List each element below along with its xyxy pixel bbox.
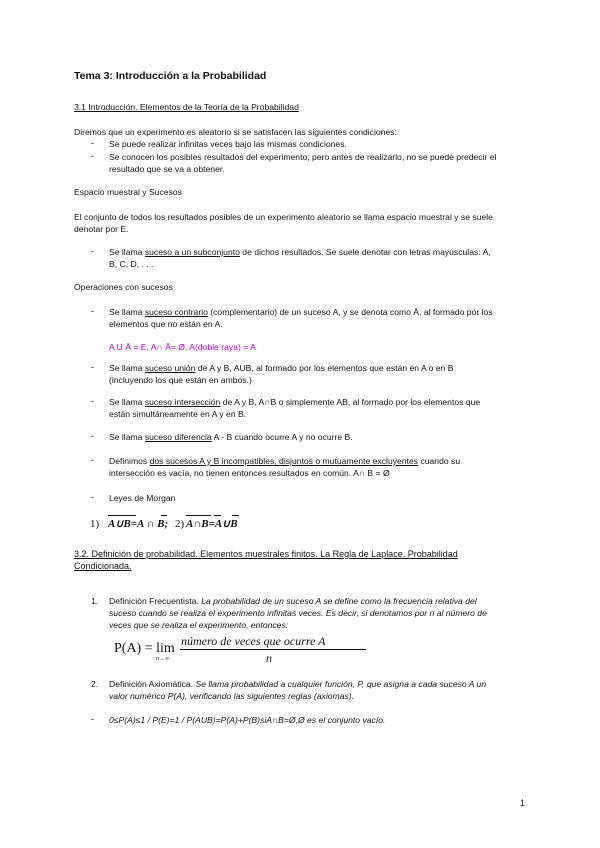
formula-lhs: P(A) = lim	[114, 641, 175, 656]
fraction-line	[180, 649, 366, 650]
item-suceso-interseccion-line2: están simultáneamente en A y en B.	[109, 409, 247, 419]
bullet-dash: -	[91, 362, 94, 372]
section-heading-3-2-line2: Condicionada.	[74, 561, 132, 571]
section-heading-3-2-line1: 3.2. Definición de probabilidad. Elementos muestrales finitos. La Regla de Laplace. Probabilidad	[74, 549, 458, 559]
formula-limit-subscript: n→∞	[156, 656, 170, 662]
page-title: Tema 3: Introducción a la Probabilidad	[74, 70, 267, 82]
section-heading-3-1: 3.1 Introducción. Elementos de la Teoría de la Probabilidad	[74, 102, 299, 112]
item-suceso-diferencia: Se llama suceso diferencia A - B cuando ocurre A y no ocurre B.	[109, 432, 353, 442]
condition-1: Se puede realizar infinitas veces bajo las mismas condiciones.	[109, 139, 347, 149]
overline	[186, 515, 211, 516]
bullet-dash: -	[91, 431, 94, 441]
morgan-formula-1: A∪B=A ∩ B;	[108, 518, 169, 530]
heading-operaciones: Operaciones con sucesos	[74, 282, 173, 292]
axioms-list: 0≤P(A)≤1 / P(E)=1 / P(AUB)=P(A)+P(B)siA∩B=Ø,Ø es el conjunto vacío.	[109, 715, 386, 725]
bullet-dash: -	[91, 306, 94, 316]
item-leyes-morgan: Leyes de Morgan	[109, 493, 176, 503]
item-suceso-union: Se llama suceso unión de A y B, AUB, al formado por los elementos que están en A o en B	[109, 363, 454, 373]
item-suceso-contrario: Se llama suceso contrario (complementario) de un suceso A, y se denota como Ā, al formado por los	[109, 307, 493, 317]
paragraph-aleatorio: Diremos que un experimento es aleatorio si se satisfacen las siguientes condiciones:	[74, 127, 397, 137]
item-incompatibles-line2: intersección es vacía, no tienen entonces resultados en común. A∩ B = Ø	[109, 468, 390, 478]
definition-frecuentista-line3: veces que se realiza el experimento, entonces:	[109, 620, 289, 630]
formula-denominator: n	[266, 651, 272, 665]
paragraph-espacio-line2: denotar por E.	[74, 224, 129, 234]
bullet-dash: -	[91, 492, 94, 502]
bullet-dash: -	[91, 714, 94, 724]
definition-axiomatica-line2: valor numérico P(A), verificando las siguientes reglas (axiomas).	[109, 691, 355, 701]
bullet-dash: -	[91, 151, 94, 161]
item-suceso-union-line2: (incluyendo los que están en ambos.)	[109, 375, 252, 385]
item-suceso-interseccion: Se llama suceso intersección de A y B, A∩B o simplemente AB, al formado por los elementos que	[109, 397, 481, 407]
bullet-dash: -	[91, 138, 94, 148]
definition-1-number: 1.	[91, 596, 99, 606]
formula-contrario: A U Ā = E, A∩ Ā= Ø, A(doble raya) = A	[109, 342, 256, 352]
bullet-dash: -	[91, 455, 94, 465]
item-incompatibles: Definimos dos sucesos A y B incompatibles, disjuntos o mutuamente excluyentes cuando su	[109, 456, 461, 466]
overline	[232, 515, 239, 516]
morgan-formula-2: A∩B=A∪B	[186, 518, 238, 530]
condition-2-line1: Se conocen los posibles resultados del experimento, pero antes de realizarlo, no se puede predecir el	[109, 152, 497, 162]
bullet-dash: -	[91, 246, 94, 256]
bullet-dash: -	[91, 396, 94, 406]
definition-axiomatica: Definición Axiomática. Se llama probabilidad a cualquier función, P, que asigna a cada suceso A un	[109, 679, 487, 689]
page-number: 1	[520, 798, 526, 808]
overline	[161, 515, 167, 516]
condition-2-line2: resultado que se va a obtener.	[109, 164, 225, 174]
definition-frecuentista-line2: suceso cuando se realiza el experimento infinitas veces. Es decir, si denotamos por n al número de	[109, 608, 487, 618]
item-suceso-line2: B, C, D, . . .	[109, 259, 154, 269]
morgan-label-2: 2)	[175, 518, 185, 530]
overline	[130, 515, 136, 516]
definition-frecuentista: Definición Frecuentista. La probabilidad de un suceso A se define como la frecuencia relativa del	[109, 596, 477, 606]
formula-numerator: número de veces que ocurre A	[181, 634, 326, 648]
heading-espacio-muestral: Espacio muestral y Sucesos	[74, 187, 182, 197]
overline	[214, 515, 221, 516]
item-suceso-contrario-line2: elementos que no están en A.	[109, 319, 223, 329]
morgan-label-1: 1)	[90, 518, 100, 530]
paragraph-espacio-line1: El conjunto de todos los resultados posibles de un experimento aleatorio se llama espacio muestral y se suele	[74, 212, 493, 222]
item-suceso: Se llama suceso a un subconjunto de dichos resultados. Se suele denotar con letras mayúsculas: A,	[109, 247, 491, 257]
definition-2-number: 2.	[91, 679, 99, 689]
